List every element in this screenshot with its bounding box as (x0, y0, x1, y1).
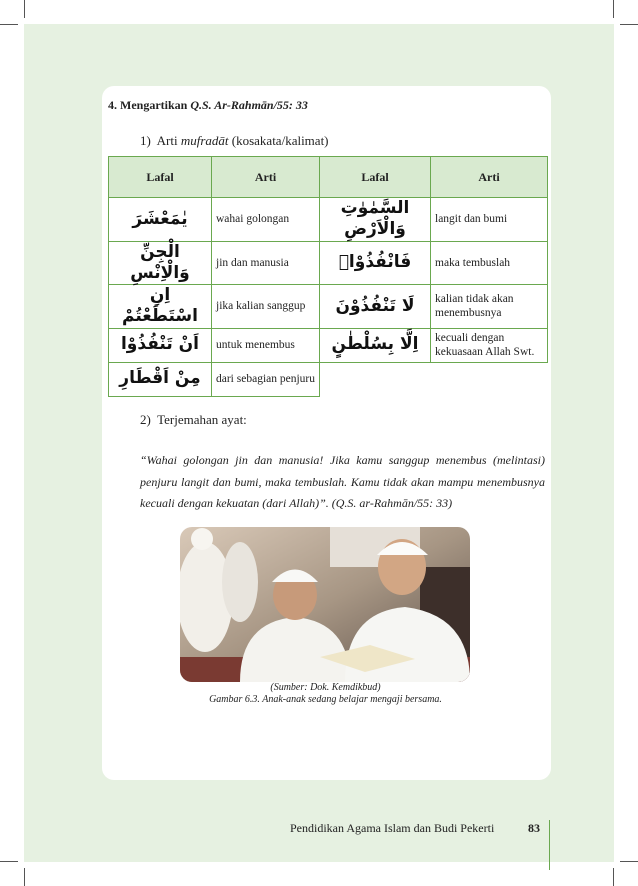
table-row (109, 241, 548, 285)
sub-number: 1) (140, 133, 151, 148)
table-row (109, 285, 548, 329)
arti-cell: jika kalian sanggup (212, 285, 320, 329)
lafal-cell (320, 241, 431, 285)
crop-mark (613, 0, 614, 18)
crop-mark (620, 861, 638, 862)
arabic-text: الْجِنِّ وَالْاِنْسِ (130, 241, 190, 283)
sub-number: 2) (140, 412, 151, 427)
lafal-cell (109, 285, 212, 329)
photo-children-reciting (180, 527, 470, 682)
arabic-text: مِنْ اَقْطَارِ (119, 368, 201, 389)
photo-illustration (180, 527, 470, 682)
footer-divider (549, 820, 550, 870)
sub-label-italic: mufradāt (180, 133, 229, 148)
arti-cell: kalian tidak akan menembusnya (431, 285, 548, 329)
table-row (109, 198, 548, 242)
lafal-cell (320, 198, 431, 242)
arabic-text: يٰمَعْشَرَ (132, 208, 188, 229)
column-header: Arti (212, 157, 320, 198)
sub-label: Terjemahan ayat: (157, 412, 247, 427)
arti-cell: kecuali dengan kekuasaan Allah Swt. (431, 328, 548, 362)
arabic-text: فَانْفُذُوْاۗ (338, 252, 412, 273)
arti-cell: jin dan manusia (212, 241, 320, 285)
crop-mark (24, 0, 25, 18)
crop-mark (0, 861, 18, 862)
subheading-terjemahan (140, 412, 247, 428)
arabic-text: اِنِ اسْتَطَعْتُمْ (122, 285, 198, 327)
arabic-text: اَنْ تَنْفُذُوْا (120, 334, 200, 355)
arabic-text: السَّمٰوٰتِ وَالْاَرْضِ (340, 198, 410, 240)
table-header-row (109, 157, 548, 198)
section-number: 4. (108, 98, 117, 112)
translation-text: “Wahai golongan jin dan manusia! Jika kamu sanggup menembus (melintasi) penjuru langit dan bumi, maka tembuslah. Kamu tidak akan mampu menembusnya kecuali dengan kekuatan (dari Allah)”. (Q.S. ar-Rahmān/55: 33) (140, 453, 545, 511)
lafal-cell (109, 241, 212, 285)
column-header: Arti (431, 157, 548, 198)
empty-cell (320, 362, 431, 396)
crop-mark (0, 24, 18, 25)
arabic-text: لَا تَنْفُذُوْنَ (335, 295, 415, 316)
crop-mark (613, 868, 614, 886)
sub-label: Arti (156, 133, 181, 148)
arti-cell: untuk menembus (212, 328, 320, 362)
column-header: Lafal (320, 157, 431, 198)
crop-mark (620, 24, 638, 25)
section-title: Mengartikan (120, 98, 191, 112)
empty-cell (431, 362, 548, 396)
sub-label-rest: (kosakata/kalimat) (228, 133, 329, 148)
table-row (109, 362, 548, 396)
figure-title: Gambar 6.3. Anak-anak sedang belajar mengaji bersama. (209, 693, 442, 705)
lafal-cell (320, 328, 431, 362)
table-row (109, 328, 548, 362)
arti-cell: maka tembuslah (431, 241, 548, 285)
footer-book-title: Pendidikan Agama Islam dan Budi Pekerti (290, 821, 495, 835)
figure-caption (208, 682, 443, 705)
crop-mark (24, 868, 25, 886)
page-number: 83 (528, 821, 540, 835)
arabic-text: اِلَّا بِسُلْطٰنٍ (331, 334, 419, 355)
arti-cell: dari sebagian penjuru (212, 362, 320, 396)
lafal-cell (109, 198, 212, 242)
arti-cell: wahai golongan (212, 198, 320, 242)
figure-source: (Sumber: Dok. Kemdikbud) (270, 682, 381, 693)
lafal-cell (109, 362, 212, 396)
lafal-cell (109, 328, 212, 362)
vocabulary-table (108, 156, 548, 397)
subheading-mufradat (140, 133, 329, 149)
section-title-surah: Q.S. Ar-Rahmān/55: 33 (190, 98, 308, 112)
lafal-cell (320, 285, 431, 329)
arti-cell: langit dan bumi (431, 198, 548, 242)
section-heading (108, 98, 308, 113)
column-header: Lafal (109, 157, 212, 198)
